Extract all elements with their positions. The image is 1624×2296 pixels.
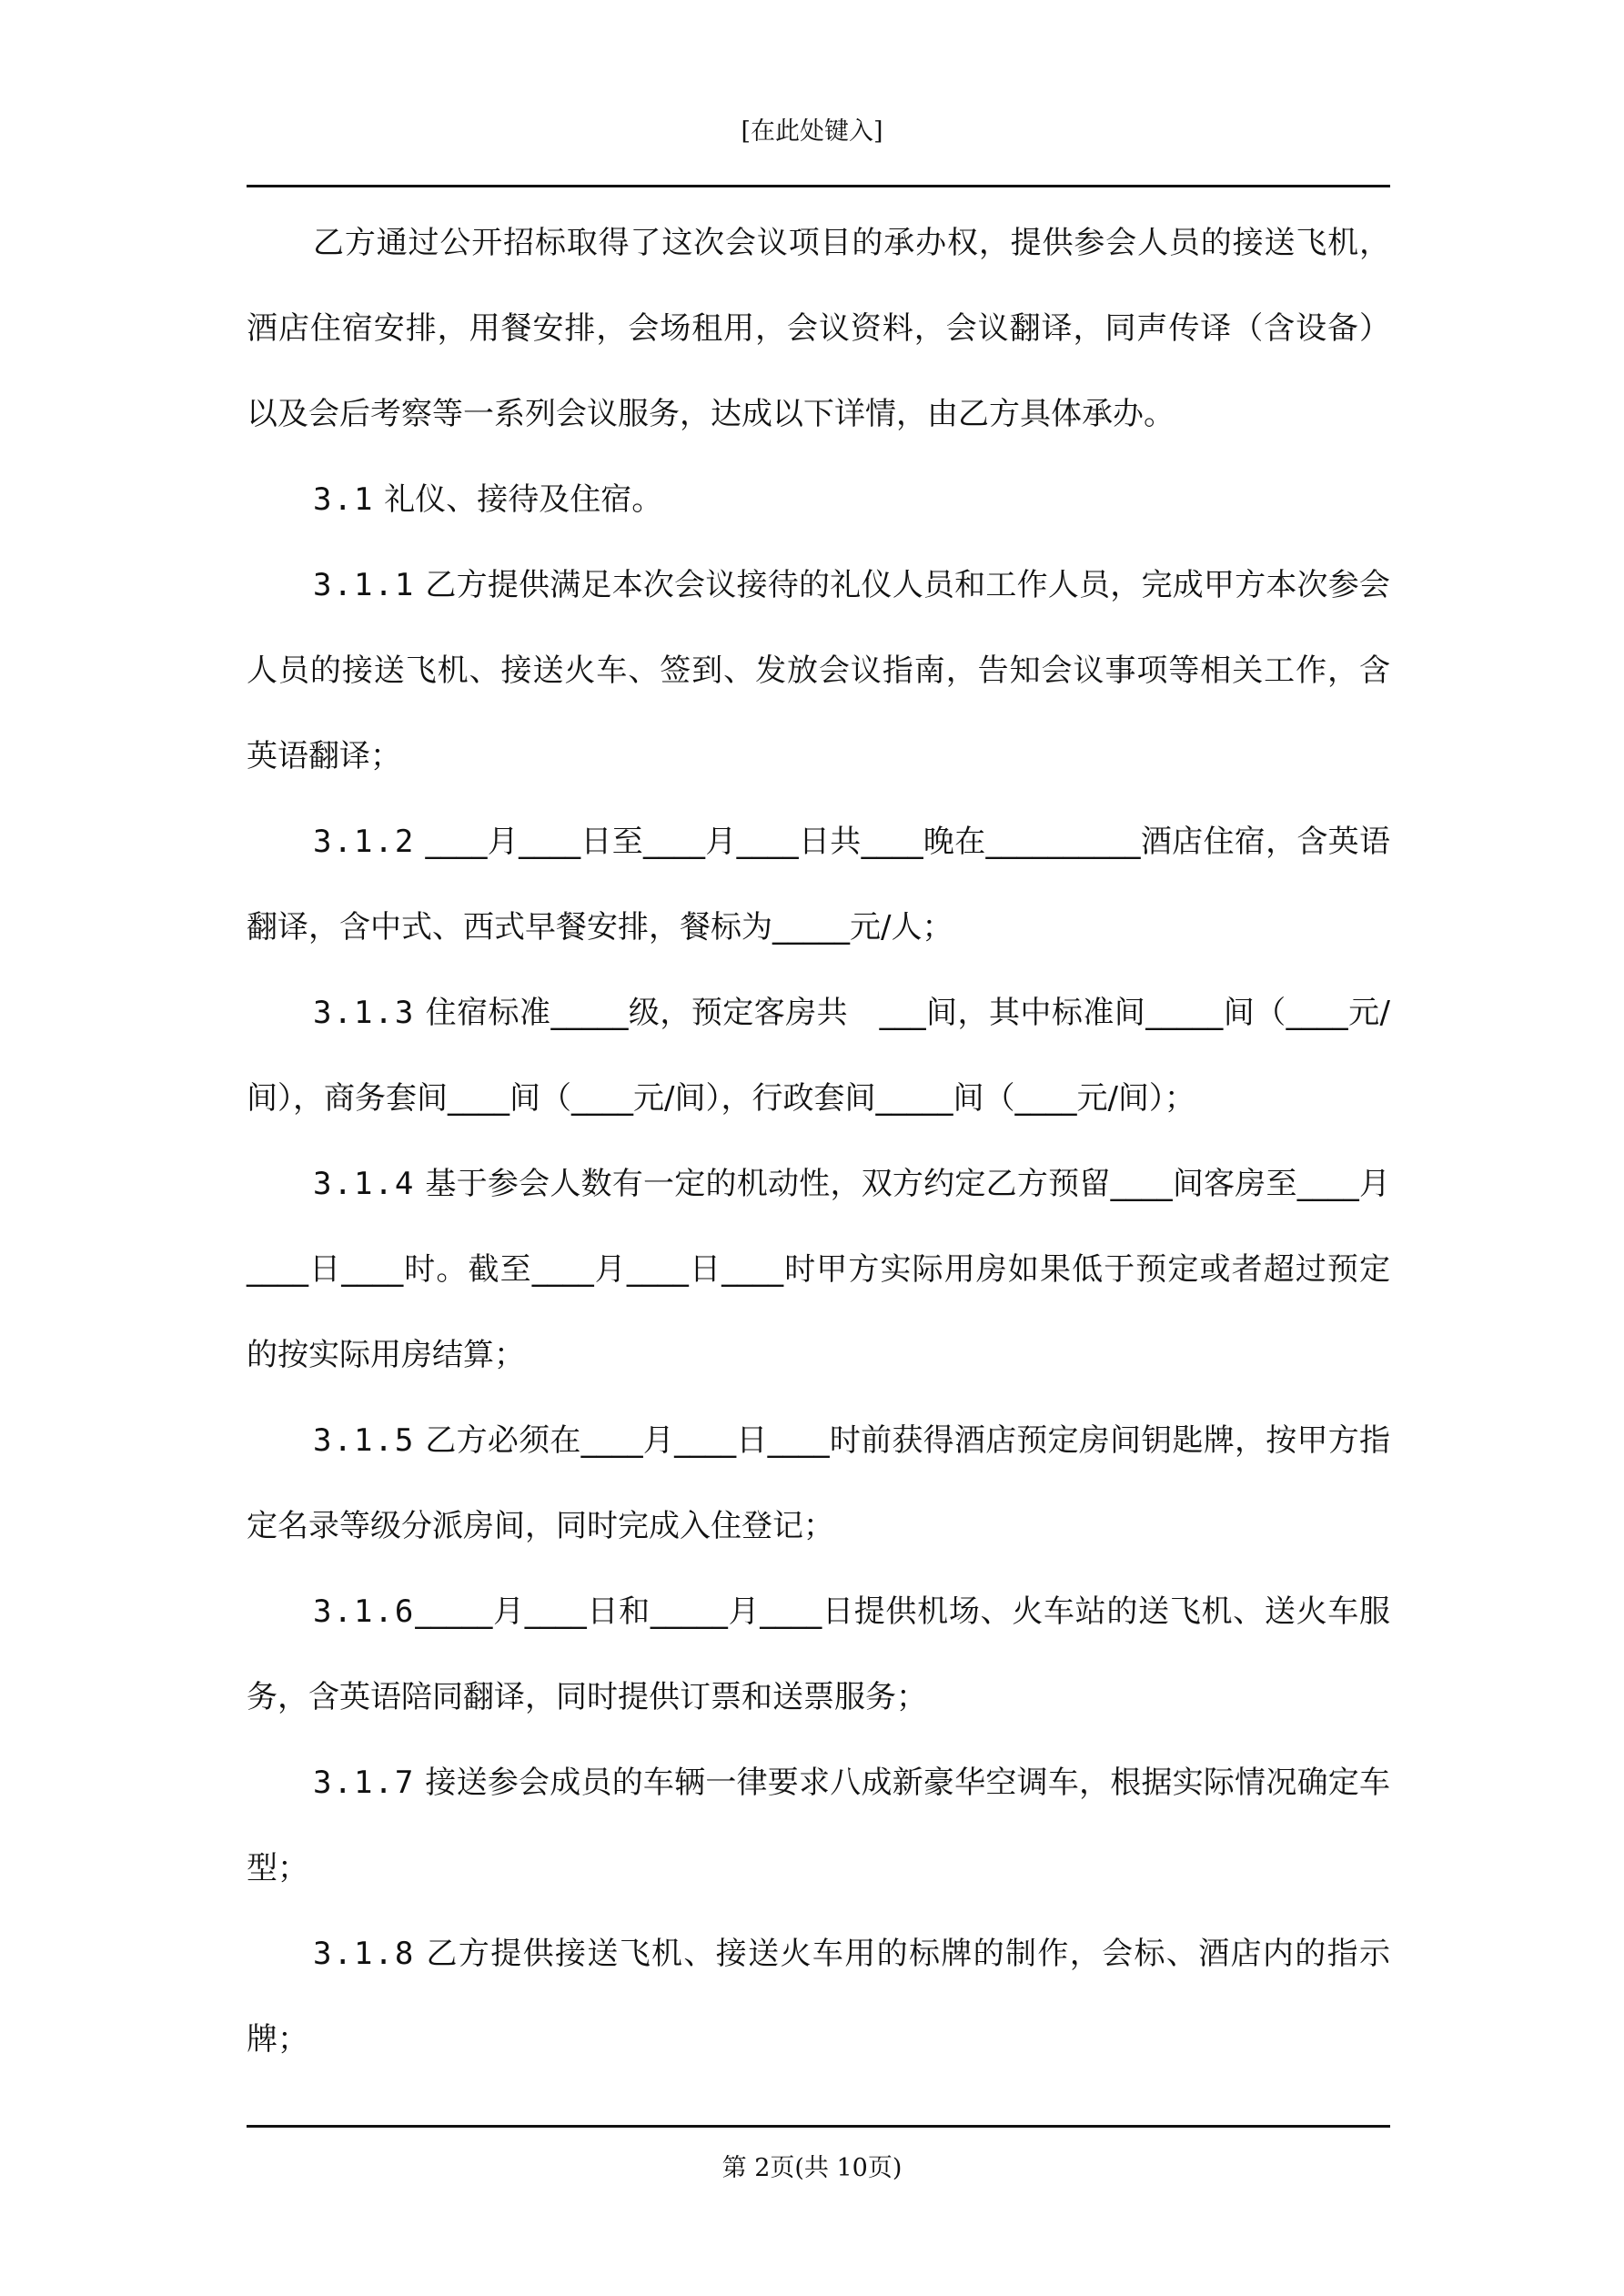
footer-rule [247,2125,1390,2128]
paragraph-text: 乙方必须在____月____日____时前获得酒店预定房间钥匙牌，按甲方指定名录等级分派房间，同时完成入住登记； [247,1422,1390,1544]
section-number: 3.1.8 [313,1936,416,1972]
paragraph-3-1-8 [247,1911,1390,2082]
paragraph-intro [247,200,1390,457]
paragraph-3-1-3 [247,970,1390,1141]
section-number: 3.1.6 [313,1593,416,1630]
paragraph-text: ____月____日至____月____日共____晚在__________酒店住宿，含英语翻译，含中式、西式早餐安排，餐标为_____元/人； [247,824,1390,946]
section-number: 3.1.3 [313,995,416,1031]
paragraph-3-1-2 [247,799,1390,970]
paragraph-text: _____月____日和_____月____日提供机场、火车站的送飞机、送火车服务，含英语陪同翻译，同时提供订票和送票服务； [247,1593,1390,1715]
paragraph-3-1-4 [247,1141,1390,1398]
paragraph-text: 接送参会成员的车辆一律要求八成新豪华空调车，根据实际情况确定车型； [247,1765,1390,1886]
section-number: 3.1 [313,481,375,518]
document-body [247,200,1390,2082]
paragraph-3-1-7 [247,1740,1390,1911]
section-number: 3.1.4 [313,1166,416,1202]
header-rule [247,185,1390,187]
paragraph-3-1-6 [247,1569,1390,1740]
paragraph-3-1 [247,457,1390,542]
section-number: 3.1.5 [313,1422,416,1459]
section-number: 3.1.2 [313,824,416,860]
paragraph-3-1-5 [247,1398,1390,1569]
paragraph-text: 乙方通过公开招标取得了这次会议项目的承办权，提供参会人员的接送飞机，酒店住宿安排，用餐安排，会场租用，会议资料，会议翻译，同声传译（含设备）以及会后考察等一系列会议服务，达成以下详情，由乙方具体承办。 [247,225,1390,432]
page-footer: 第 2页(共 10页) [721,2154,903,2182]
paragraph-text: 礼仪、接待及住宿。 [374,481,663,518]
paragraph-text: 乙方提供接送飞机、接送火车用的标牌的制作，会标、酒店内的指示牌； [247,1936,1390,2058]
page-header: [在此处键入] [741,117,883,146]
paragraph-text: 基于参会人数有一定的机动性，双方约定乙方预留____间客房至____月____日____时。截至____月____日____时甲方实际用房如果低于预定或者超过预定的按实际用房结算； [247,1166,1390,1373]
paragraph-text: 住宿标准_____级，预定客房共 ___间，其中标准间_____间（____元/间），商务套间____间（____元/间），行政套间_____间（____元/间）； [247,995,1390,1117]
paragraph-text: 乙方提供满足本次会议接待的礼仪人员和工作人员，完成甲方本次参会人员的接送飞机、接送火车、签到、发放会议指南，告知会议事项等相关工作，含英语翻译； [247,567,1390,774]
section-number: 3.1.7 [313,1765,416,1801]
section-number: 3.1.1 [313,567,416,603]
paragraph-3-1-1 [247,542,1390,799]
